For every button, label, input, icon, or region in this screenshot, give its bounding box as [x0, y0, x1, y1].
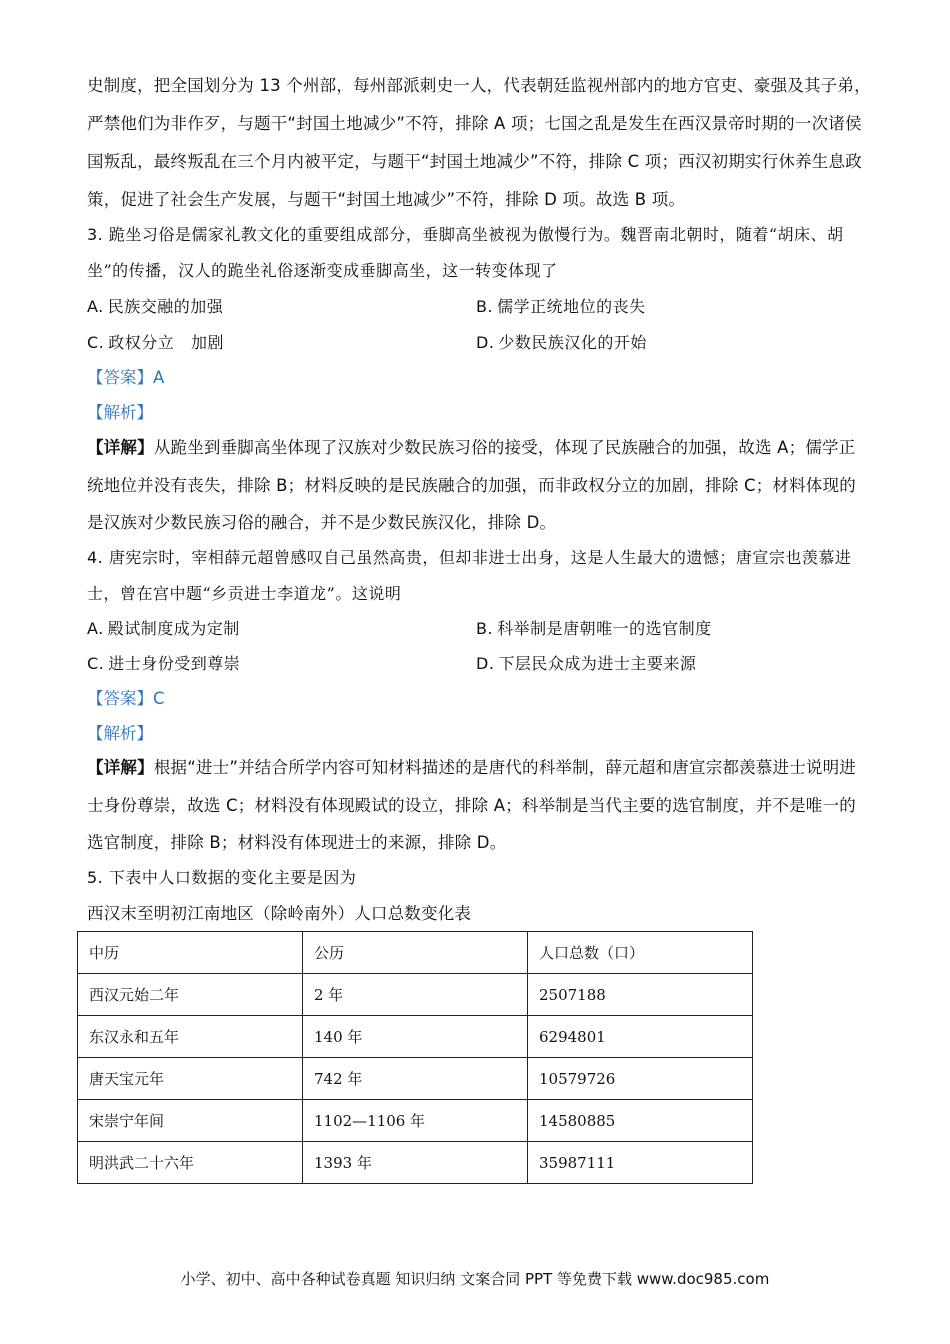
option-label: B. [476, 297, 494, 316]
q4-analysis-tag: 【解析】 [87, 724, 153, 743]
q5-stem-text: 下表中人口数据的变化主要是因为 [108, 868, 357, 887]
prev-explanation-line: 国叛乱，最终叛乱在三个月内被平定，与题干“封国土地减少”不符，排除 C 项；西汉初期实行休养生息政 [87, 152, 862, 171]
table-cell: 东汉永和五年 [78, 1016, 303, 1058]
table-row [78, 1142, 753, 1184]
table-row [78, 974, 753, 1016]
table-header-cell: 人口总数（口） [528, 932, 753, 974]
table-header-cell: 中历 [78, 932, 303, 974]
option-label: B. [476, 619, 494, 638]
q3-option-d [476, 330, 647, 353]
q4-detail-line: 士身份尊崇，故选 C；材料没有体现殿试的设立，排除 A；科举制是当代主要的选官制度，并不是唯一的 [87, 796, 856, 815]
q3-answer [87, 364, 164, 388]
q3-option-c [87, 330, 224, 353]
q4-answer [87, 685, 165, 709]
population-table [77, 931, 753, 1184]
option-label: C. [87, 654, 105, 673]
table-row [78, 1100, 753, 1142]
option-text: 民族交融的加强 [107, 297, 224, 316]
q4-stem-line [87, 545, 851, 568]
q4-detail-line [87, 754, 856, 778]
table-cell: 明洪武二十六年 [78, 1142, 303, 1184]
table-cell: 西汉元始二年 [78, 974, 303, 1016]
answer-tag: 【答案】 [87, 689, 153, 708]
table-cell: 宋崇宁年间 [78, 1100, 303, 1142]
option-text: 儒学正统地位的丧失 [497, 297, 646, 316]
option-text: 进士身份受到尊崇 [108, 654, 241, 673]
q3-number: 3. [87, 225, 104, 244]
q4-option-a [87, 616, 240, 639]
detail-text: 从跪坐到垂脚高坐体现了汉族对少数民族习俗的接受，体现了民族融合的加强，故选 A；儒学正 [153, 438, 856, 457]
q4-stem-line: 士，曾在宫中题“乡贡进士李道龙”。这说明 [87, 584, 402, 603]
prev-explanation-line: 史制度，把全国划分为 13 个州部，每州部派刺史一人，代表朝廷监视州部内的地方官吏、豪强及其子弟， [87, 76, 871, 95]
answer-tag: 【答案】 [87, 368, 153, 387]
option-label: D. [476, 654, 495, 673]
q4-detail-line: 选官制度，排除 B；材料没有体现进士的来源，排除 D。 [87, 833, 507, 852]
q3-stem-text: 跪坐习俗是儒家礼教文化的重要组成部分，垂脚高坐被视为傲慢行为。魏晋南北朝时，随着“胡床、胡 [108, 225, 844, 244]
option-text: 下层民众成为进士主要来源 [498, 654, 697, 673]
prev-explanation-line: 策，促进了社会生产发展，与题干“封国土地减少”不符，排除 D 项。故选 B 项。 [87, 190, 686, 209]
q4-stem-text: 唐宪宗时，宰相薛元超曾感叹自己虽然高贵，但却非进士出身，这是人生最大的遗憾；唐宣宗也羡慕进 [108, 548, 852, 567]
table-header-row [78, 932, 753, 974]
option-text: 少数民族汉化的开始 [498, 333, 647, 352]
q4-option-b [476, 616, 712, 639]
q3-option-a [87, 294, 223, 317]
q4-number: 4. [87, 548, 104, 567]
table-row [78, 1016, 753, 1058]
q3-detail-line: 是汉族对少数民族习俗的融合，并不是少数民族汉化，排除 D。 [87, 513, 557, 532]
table-cell: 140 年 [303, 1016, 528, 1058]
q3-stem-line [87, 222, 844, 245]
table-cell: 2507188 [528, 974, 753, 1016]
table-cell: 1393 年 [303, 1142, 528, 1184]
table-cell: 35987111 [528, 1142, 753, 1184]
q4-option-d [476, 651, 696, 674]
footer-download-link[interactable]: 小学、初中、高中各种试卷真题 知识归纳 文案合同 PPT 等免费下载 www.doc985.com [180, 1270, 770, 1288]
q3-option-b [476, 294, 646, 317]
table-cell: 14580885 [528, 1100, 753, 1142]
table-cell: 742 年 [303, 1058, 528, 1100]
table-cell: 6294801 [528, 1016, 753, 1058]
q5-stem-line [87, 865, 356, 888]
option-text: 政权分立 加剧 [108, 333, 225, 352]
q3-detail-line: 统地位并没有丧失，排除 B；材料反映的是民族融合的加强，而非政权分立的加剧，排除 C；材料体现的 [87, 476, 856, 495]
prev-explanation-line: 严禁他们为非作歹，与题干“封国土地减少”不符，排除 A 项；七国之乱是发生在西汉景帝时期的一次诸侯 [87, 114, 862, 133]
answer-value: C [153, 689, 165, 708]
option-label: C. [87, 333, 105, 352]
option-label: A. [87, 619, 104, 638]
table-cell: 1102—1106 年 [303, 1100, 528, 1142]
q4-option-c [87, 651, 240, 674]
table-header-cell: 公历 [303, 932, 528, 974]
q3-detail-line [87, 434, 855, 458]
table-cell: 唐天宝元年 [78, 1058, 303, 1100]
option-text: 科举制是唐朝唯一的选官制度 [497, 619, 712, 638]
table-cell: 10579726 [528, 1058, 753, 1100]
q3-stem-line: 坐”的传播，汉人的跪坐礼俗逐渐变成垂脚高坐，这一转变体现了 [87, 261, 558, 280]
q3-analysis-tag: 【解析】 [87, 403, 153, 422]
detail-text: 根据“进士”并结合所学内容可知材料描述的是唐代的科举制，薛元超和唐宣宗都羡慕进士说明进 [153, 758, 857, 777]
detail-tag: 【详解】 [87, 758, 154, 777]
option-label: A. [87, 297, 104, 316]
table-title: 西汉末至明初江南地区（除岭南外）人口总数变化表 [87, 904, 472, 923]
answer-value: A [153, 368, 165, 387]
table-row [78, 1058, 753, 1100]
detail-tag: 【详解】 [87, 438, 154, 457]
q5-number: 5. [87, 868, 104, 887]
option-text: 殿试制度成为定制 [107, 619, 240, 638]
option-label: D. [476, 333, 495, 352]
table-cell: 2 年 [303, 974, 528, 1016]
